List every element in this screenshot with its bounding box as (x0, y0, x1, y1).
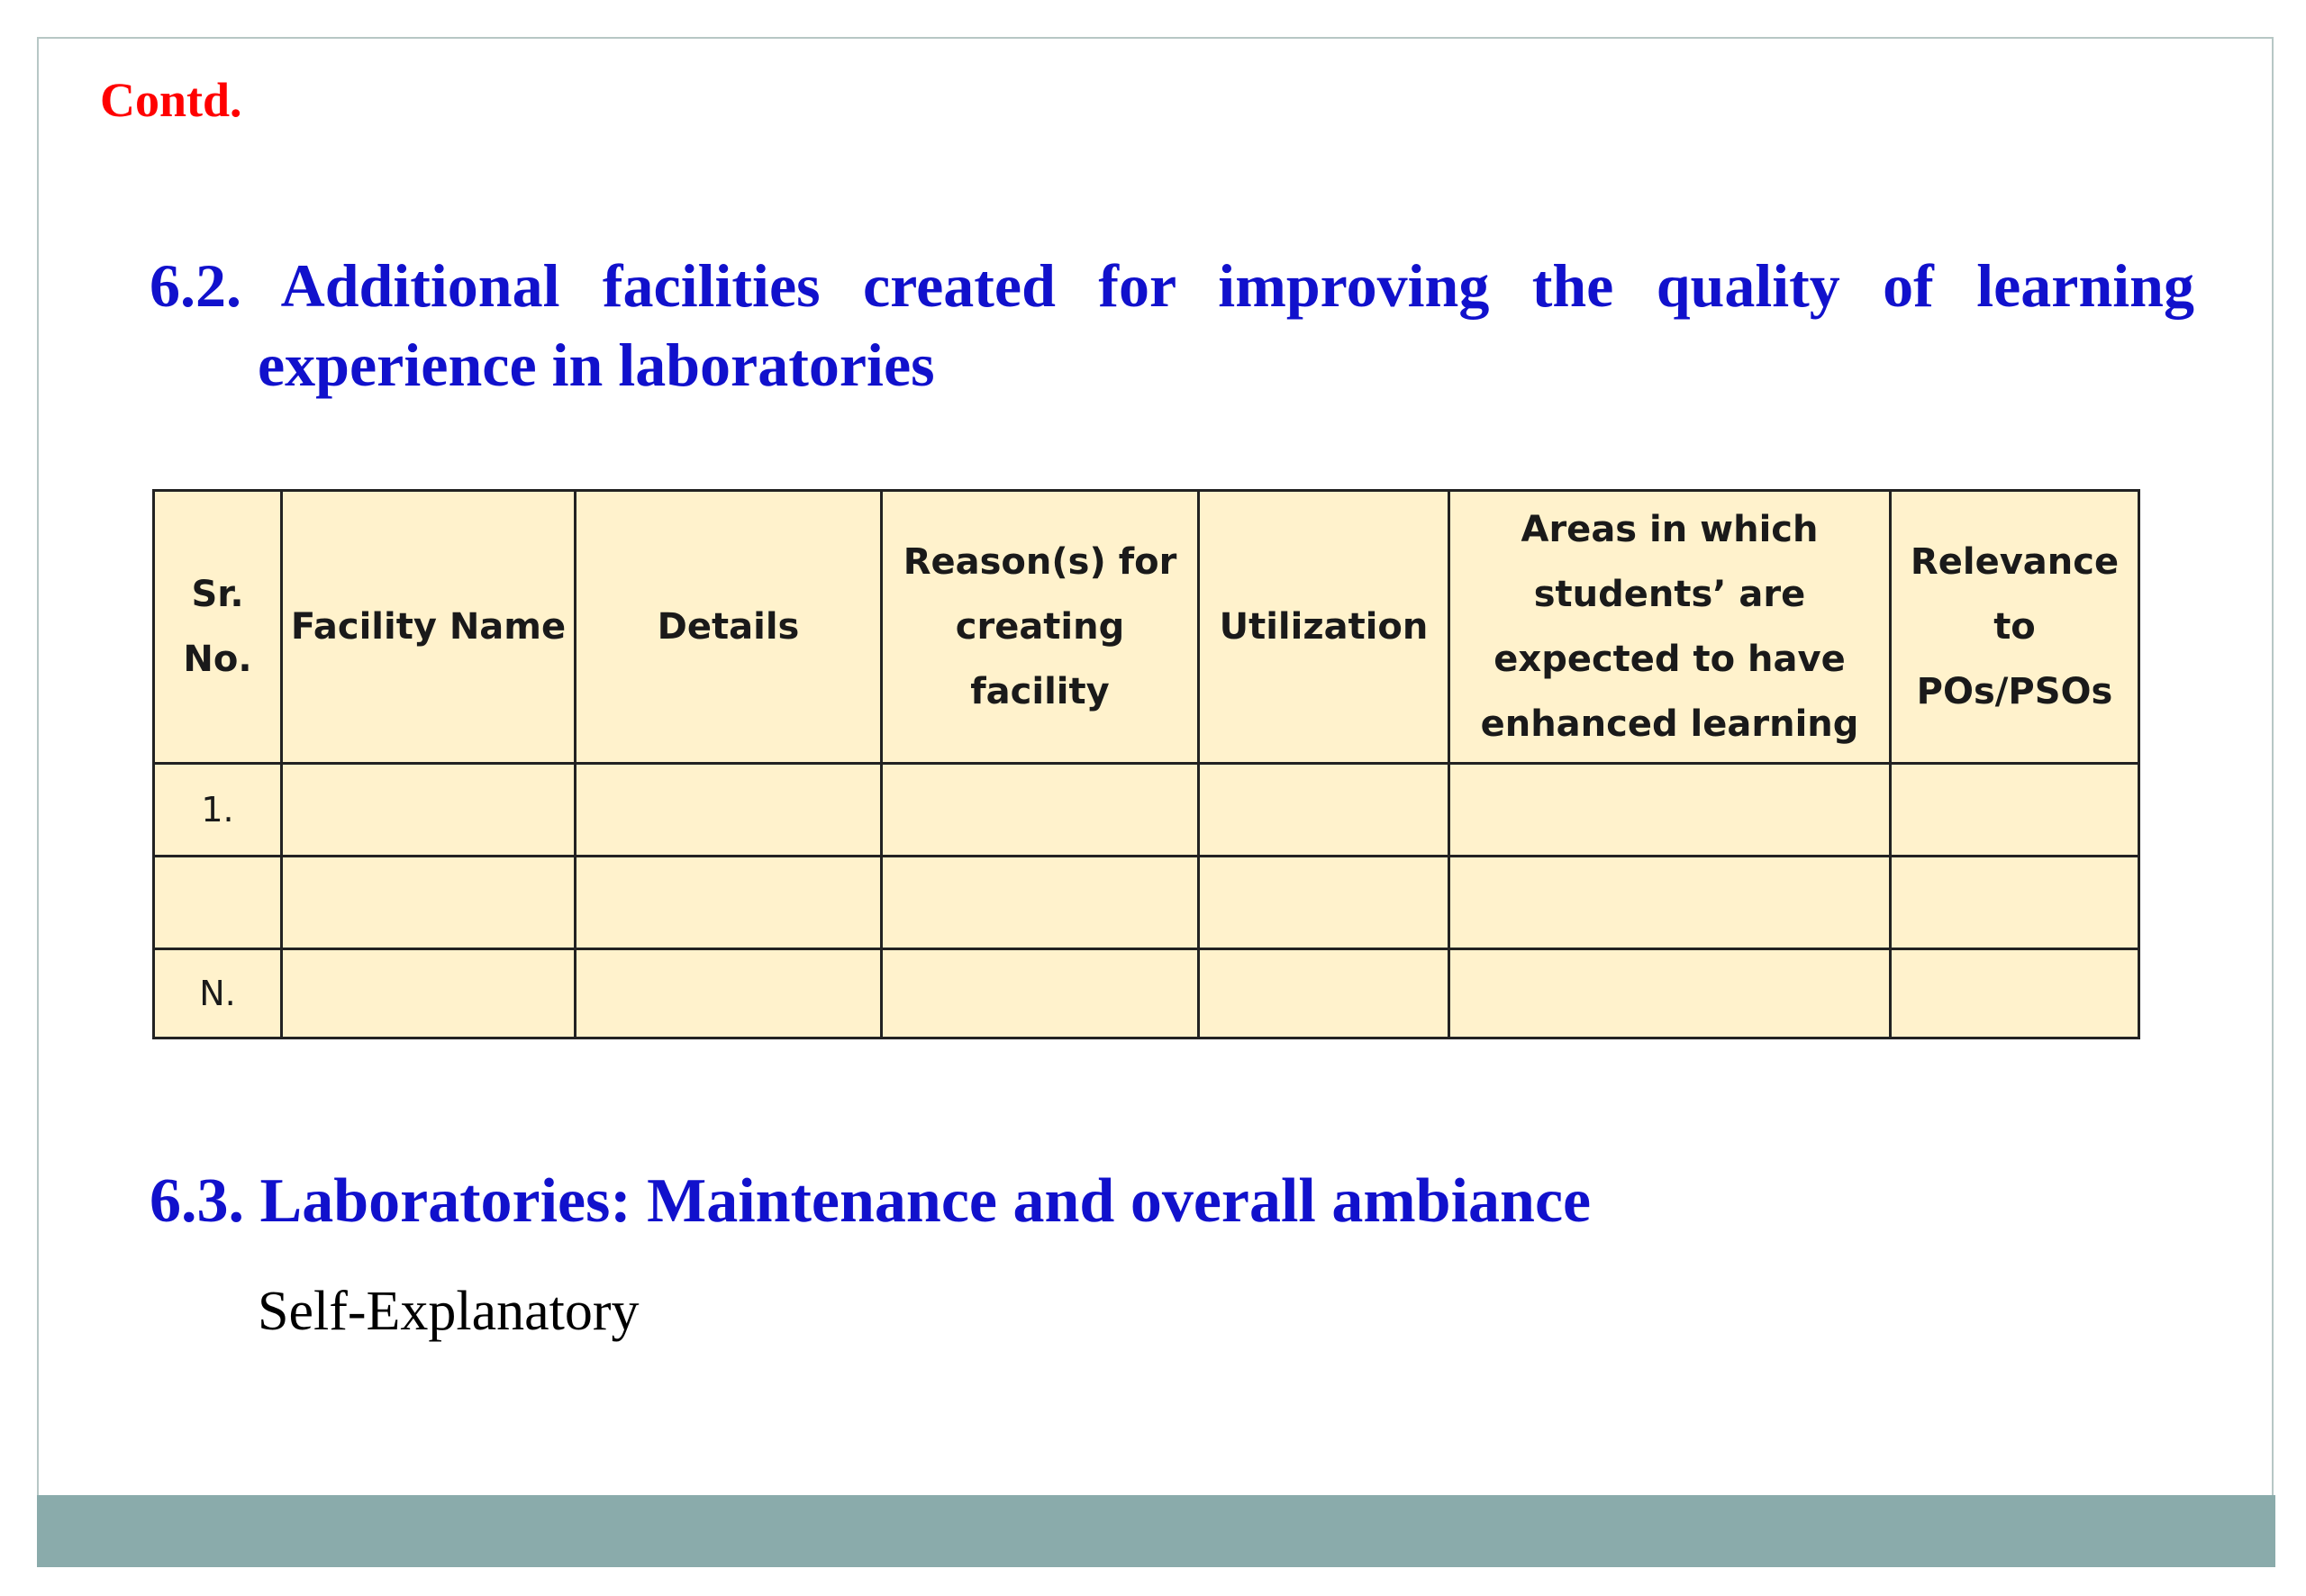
section-body-text: Self-Explanatory (258, 1281, 640, 1342)
table-cell (1199, 857, 1449, 949)
table-row (154, 764, 2139, 857)
table-cell (1199, 949, 1449, 1038)
header-details: Details (576, 491, 882, 764)
section-heading-6-3: 6.3. Laboratories: Maintenance and overall ambiance (150, 1166, 1592, 1236)
table-cell (282, 764, 576, 857)
table-cell: N. (154, 949, 282, 1038)
table-cell (1891, 857, 2139, 949)
table-cell (1891, 949, 2139, 1038)
table-cell (882, 949, 1199, 1038)
header-areas: Areas in which students’ are expected to have enhanced learning (1449, 491, 1891, 764)
header-facility-name: Facility Name (282, 491, 576, 764)
table-cell (1449, 857, 1891, 949)
table-cell (576, 949, 882, 1038)
table-cell (282, 949, 576, 1038)
table-cell (154, 857, 282, 949)
table-row (154, 949, 2139, 1038)
header-reasons: Reason(s) for creating facility (882, 491, 1199, 764)
table-cell (576, 857, 882, 949)
table-cell: 1. (154, 764, 282, 857)
table-cell (882, 764, 1199, 857)
section-heading-6-2: 6.2. Additional facilities created for improving the quality of learning experience in laboratories (150, 251, 2194, 399)
table-cell (1199, 764, 1449, 857)
table-cell (1891, 764, 2139, 857)
slide-frame (37, 37, 2274, 1564)
footer-bar (37, 1495, 2275, 1567)
table-cell (282, 857, 576, 949)
table-cell (1449, 949, 1891, 1038)
header-relevance: Relevance to POs/PSOs (1891, 491, 2139, 764)
facilities-table (152, 489, 2140, 1039)
header-utilization: Utilization (1199, 491, 1449, 764)
contd-label: Contd. (100, 73, 242, 127)
table-header-row (154, 491, 2139, 764)
table-cell (882, 857, 1199, 949)
header-sr-no: Sr. No. (154, 491, 282, 764)
table-cell (576, 764, 882, 857)
table-row (154, 857, 2139, 949)
table-cell (1449, 764, 1891, 857)
